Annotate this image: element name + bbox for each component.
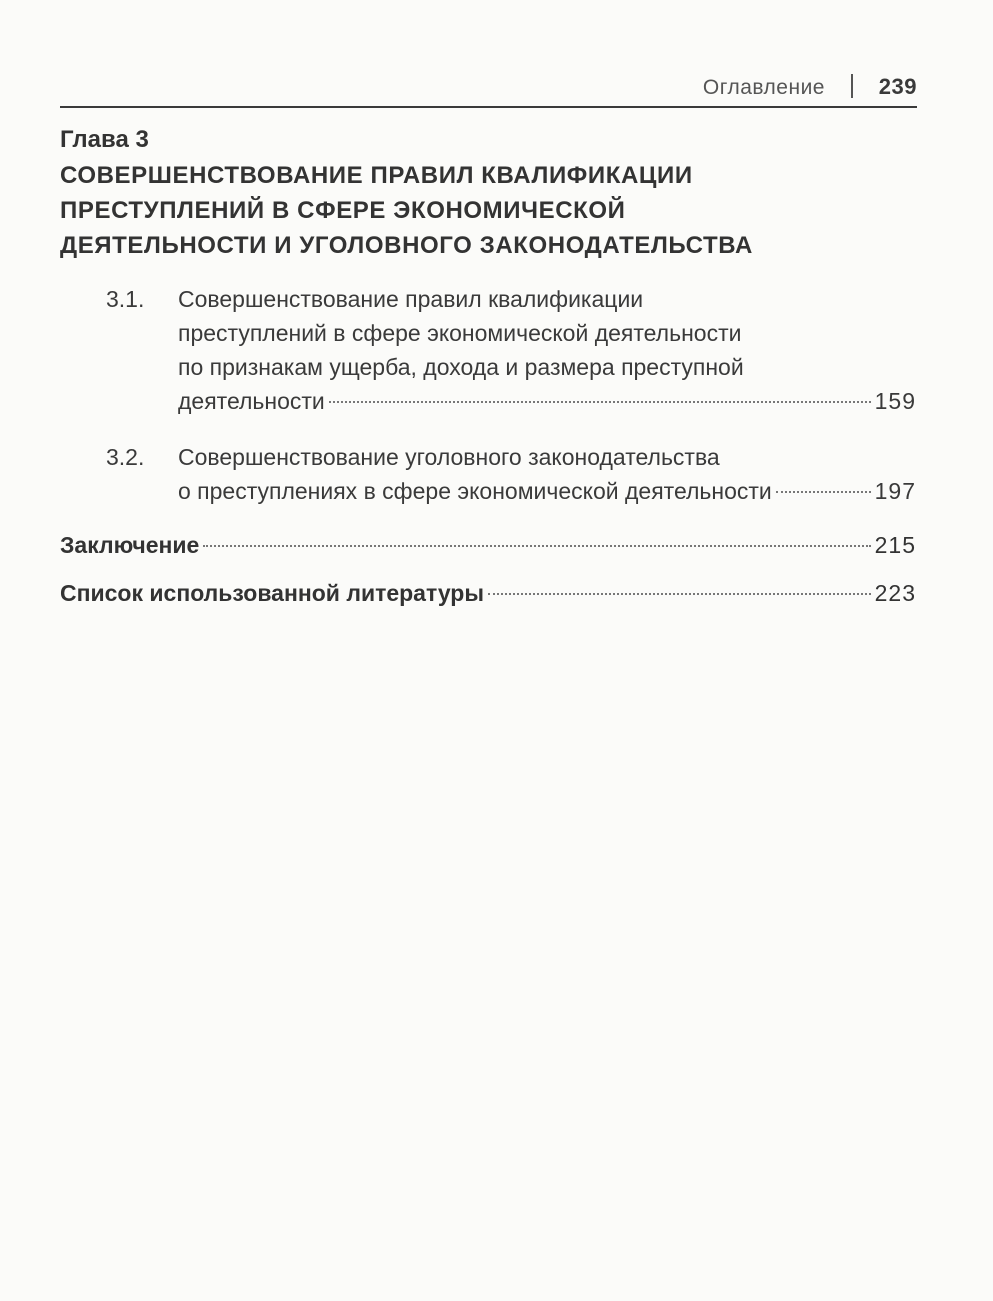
chapter-heading	[60, 124, 920, 263]
toc-entry-title-line: по признакам ущерба, дохода и размера преступной	[178, 354, 744, 380]
chapter-title-line: СОВЕРШЕНСТВОВАНИЕ ПРАВИЛ КВАЛИФИКАЦИИ	[60, 162, 693, 189]
toc-entry-references[interactable]	[60, 576, 916, 610]
toc-entry-page: 223	[874, 580, 916, 606]
toc-entry-title-line: Совершенствование уголовного законодательства	[178, 444, 720, 470]
toc-entry-number: 3.1.	[106, 286, 145, 312]
dot-leader	[329, 401, 871, 403]
toc-entry-title-line: Совершенствование правил квалификации	[178, 286, 644, 312]
toc-entry-number: 3.2.	[106, 444, 145, 470]
chapter-label: Глава 3	[60, 126, 149, 153]
dot-leader	[203, 545, 870, 547]
header-section-title: Оглавление	[702, 76, 825, 99]
toc-entry-title-line: преступлений в сфере экономической деятельности	[178, 320, 742, 346]
dot-leader	[488, 593, 871, 595]
header-separator	[851, 74, 853, 98]
toc-entry-page: 159	[874, 388, 916, 414]
running-header	[60, 68, 917, 108]
header-page-number: 239	[878, 74, 917, 99]
chapter-title	[60, 158, 920, 263]
toc-entry-page: 197	[874, 478, 916, 504]
chapter-title-line: ПРЕСТУПЛЕНИЙ В СФЕРЕ ЭКОНОМИЧЕСКОЙ	[60, 197, 626, 224]
table-of-contents	[60, 282, 916, 610]
toc-entry-page: 215	[874, 532, 916, 558]
chapter-title-line: ДЕЯТЕЛЬНОСТИ И УГОЛОВНОГО ЗАКОНОДАТЕЛЬСТВА	[60, 232, 753, 259]
toc-entry-3-1[interactable]	[60, 282, 916, 418]
toc-entry-title: Список использованной литературы	[60, 580, 484, 606]
toc-entry-title: Заключение	[60, 532, 200, 558]
toc-entry-title-line: о преступлениях в сфере экономической деятельности	[178, 478, 772, 504]
toc-entry-conclusion[interactable]	[60, 528, 916, 562]
toc-entry-3-2[interactable]	[60, 440, 916, 508]
dot-leader	[776, 491, 871, 493]
toc-entry-title-line: деятельности	[178, 388, 325, 414]
